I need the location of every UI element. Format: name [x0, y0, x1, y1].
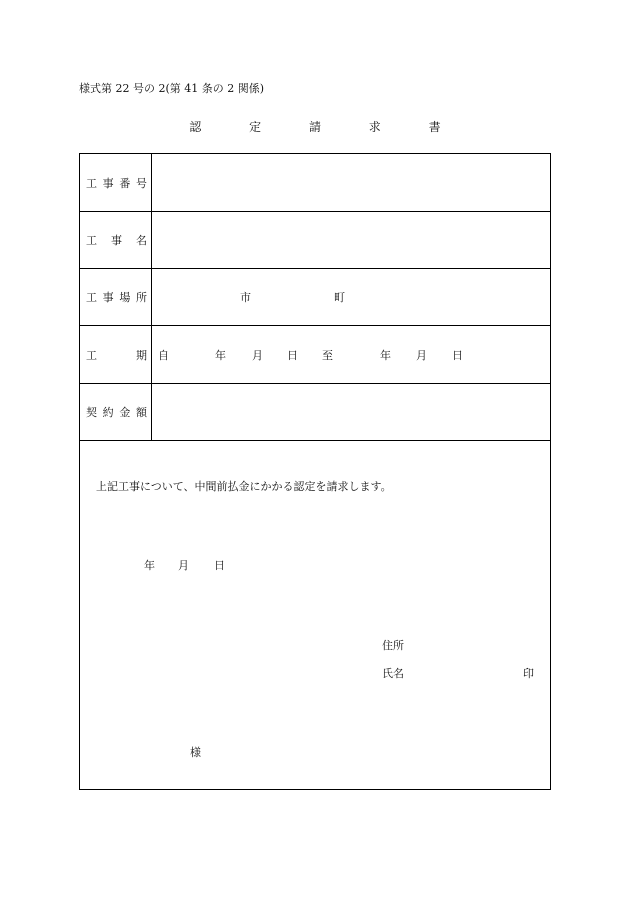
field-keiyaku-kingaku[interactable]	[152, 384, 550, 440]
label-koji-bango: 工事番号	[86, 176, 147, 190]
field-koji-mei[interactable]	[152, 212, 550, 268]
name-label: 氏名	[382, 667, 404, 680]
date-month: 月	[178, 559, 189, 572]
document-title: 認 定 請 求 書	[189, 120, 463, 134]
shi-label: 市	[240, 291, 251, 304]
label-koji-mei: 工 事 名	[86, 234, 147, 247]
row-koki	[80, 326, 550, 384]
koki-year2: 年	[380, 348, 391, 362]
koki-month1: 月	[252, 348, 263, 362]
request-statement: 上記工事について、中間前払金にかかる認定を請求します。	[96, 480, 392, 493]
form-reference: 様式第 22 号の 2(第 41 条の 2 関係)	[79, 82, 265, 95]
row-keiyaku-kingaku	[80, 384, 550, 441]
row-koji-bango	[80, 154, 550, 212]
koki-from: 自	[158, 348, 169, 362]
machi-label: 町	[334, 291, 345, 304]
koki-day1: 日	[287, 348, 298, 362]
koki-day2: 日	[452, 348, 463, 362]
label-koki: 工 期	[86, 348, 147, 362]
address-label: 住所	[382, 639, 404, 652]
row-koji-basho	[80, 269, 550, 326]
koki-month2: 月	[416, 348, 427, 362]
koki-year1: 年	[215, 348, 226, 362]
label-koji-basho: 工事場所	[86, 291, 147, 304]
field-koji-bango[interactable]	[152, 154, 550, 211]
koki-to: 至	[322, 348, 333, 362]
form-box	[79, 153, 551, 790]
label-keiyaku-kingaku: 契約金額	[86, 406, 147, 419]
field-koki[interactable]	[152, 326, 550, 383]
addressee-suffix: 様	[190, 746, 201, 759]
date-year: 年	[144, 559, 155, 572]
row-koji-mei	[80, 212, 550, 269]
seal-mark: 印	[523, 667, 534, 680]
field-koji-basho[interactable]	[152, 269, 550, 325]
date-day: 日	[214, 559, 225, 572]
